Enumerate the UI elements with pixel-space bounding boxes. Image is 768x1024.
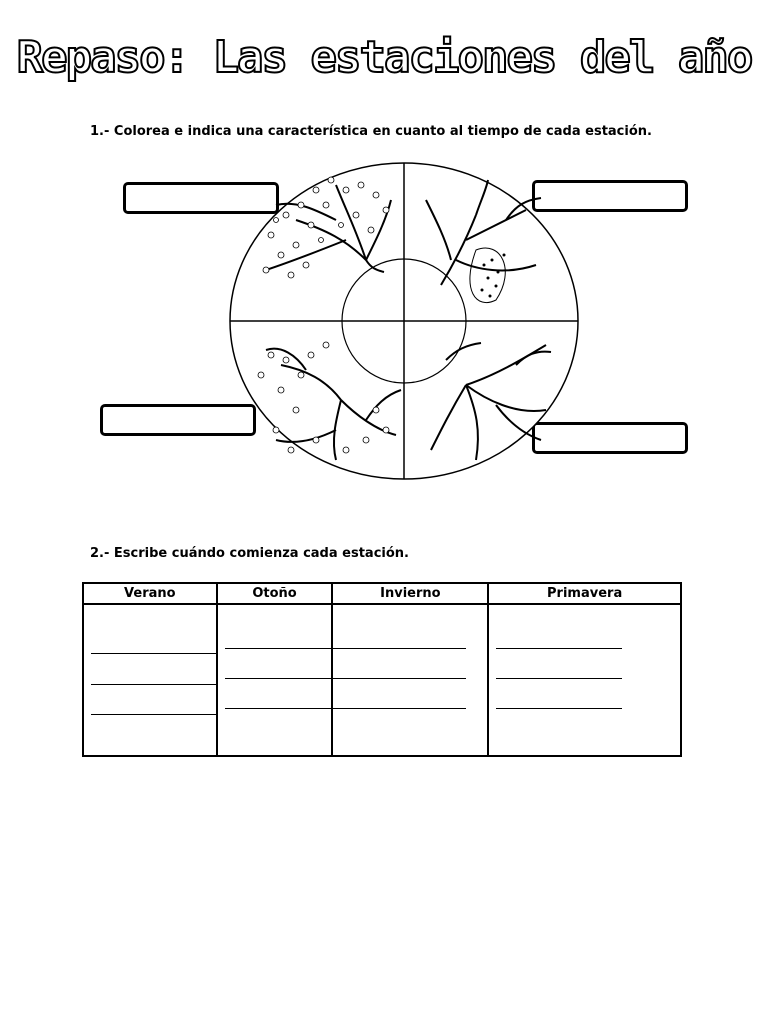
answer-line[interactable] — [496, 678, 622, 679]
column-header-primavera: Primavera — [488, 583, 681, 604]
seasons-tree-wheel — [226, 160, 582, 482]
answer-cell-primavera[interactable] — [488, 604, 681, 756]
answer-cell-verano[interactable] — [83, 604, 217, 756]
column-header-verano: Verano — [83, 583, 217, 604]
column-header-invierno: Invierno — [332, 583, 488, 604]
question-2: 2.- Escribe cuándo comienza cada estación. — [90, 546, 409, 561]
answer-cell-otono[interactable] — [217, 604, 333, 756]
answer-line[interactable] — [91, 653, 217, 654]
answer-line[interactable] — [340, 708, 466, 709]
seasons-start-table — [82, 582, 682, 757]
answer-line[interactable] — [496, 648, 622, 649]
answer-line[interactable] — [340, 678, 466, 679]
question-1: 1.- Colorea e indica una característica en cuanto al tiempo de cada estación. — [90, 124, 652, 139]
page-title: Repaso: Las estaciones del año — [16, 32, 752, 83]
answer-line[interactable] — [496, 708, 622, 709]
answer-line[interactable] — [91, 684, 217, 685]
answer-line[interactable] — [91, 714, 217, 715]
column-header-otono: Otoño — [217, 583, 333, 604]
answer-cell-invierno[interactable] — [332, 604, 488, 756]
answer-line[interactable] — [340, 648, 466, 649]
